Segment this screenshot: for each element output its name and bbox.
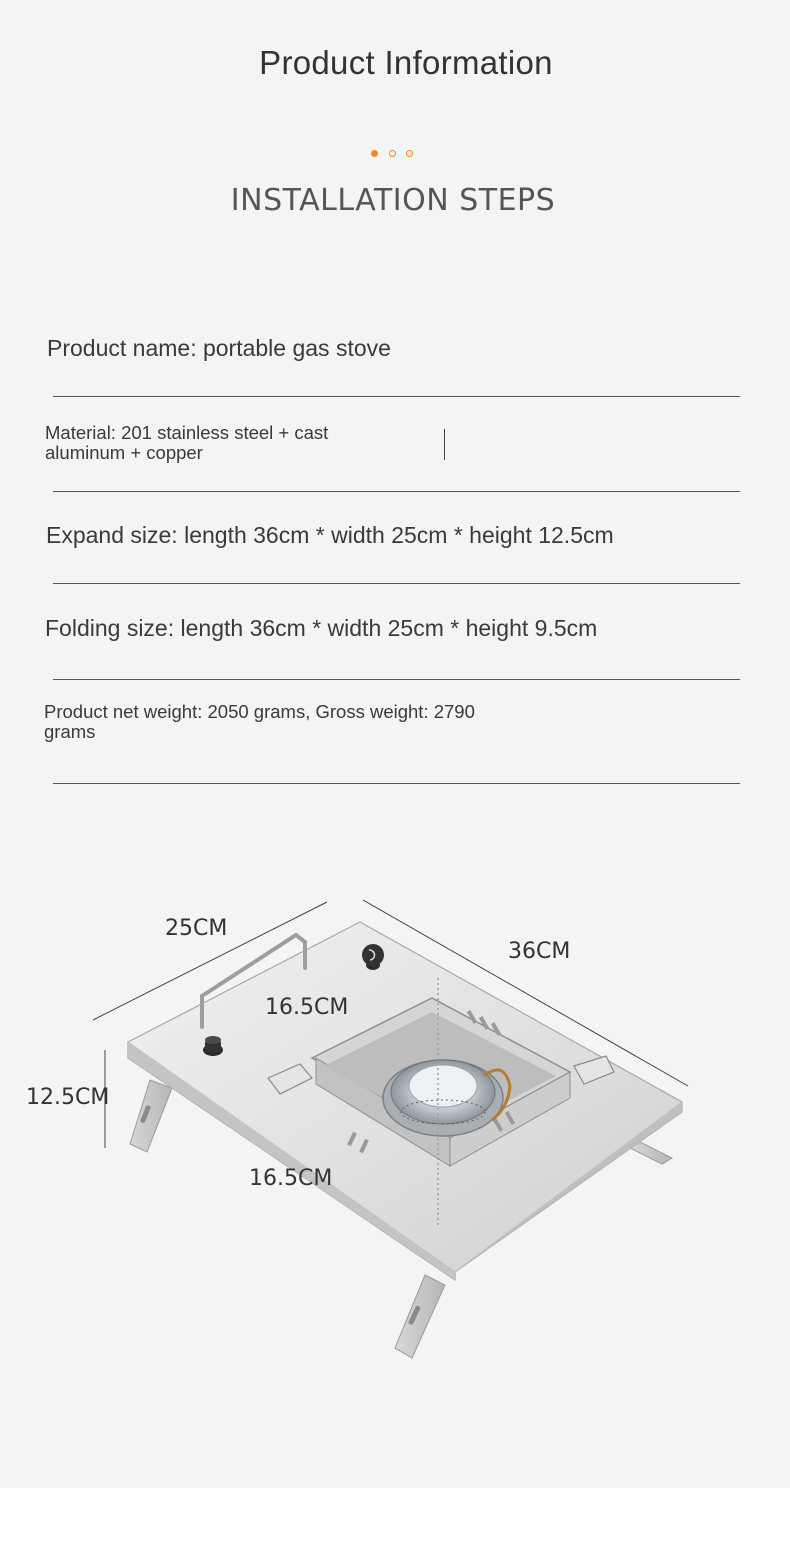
spec-expand-size: Expand size: length 36cm * width 25cm * height 12.5cm <box>46 522 614 548</box>
height-label: 12.5CM <box>26 1085 110 1110</box>
spec-weight-line1: Product net weight: 2050 grams, Gross weight: 2790 <box>44 701 475 722</box>
spec-material-line1: Material: 201 stainless steel + cast <box>45 422 329 443</box>
divider <box>53 583 740 584</box>
divider <box>53 491 740 492</box>
inner-side-label: 16.5CM <box>249 1166 333 1191</box>
page-title: Product Information <box>259 44 553 81</box>
spec-folding-size: Folding size: length 36cm * width 25cm * height 9.5cm <box>45 615 598 641</box>
text-cursor-bar <box>444 429 445 460</box>
spec-product-name: Product name: portable gas stove <box>47 335 391 361</box>
dot-outline <box>406 150 413 157</box>
divider <box>53 396 740 397</box>
inner-top-label: 16.5CM <box>265 995 349 1020</box>
divider <box>53 679 740 680</box>
spec-material-line2: aluminum + copper <box>45 442 203 463</box>
spec-material <box>45 423 328 463</box>
dot-outline <box>389 150 396 157</box>
stove-illustration <box>0 880 790 1380</box>
divider <box>53 783 740 784</box>
spec-weight-line2: grams <box>44 721 96 742</box>
spec-weight <box>44 702 475 742</box>
width-label: 25CM <box>165 916 228 941</box>
dot-filled <box>371 150 378 157</box>
section-subtitle: INSTALLATION STEPS <box>230 183 556 218</box>
length-label: 36CM <box>508 939 571 964</box>
